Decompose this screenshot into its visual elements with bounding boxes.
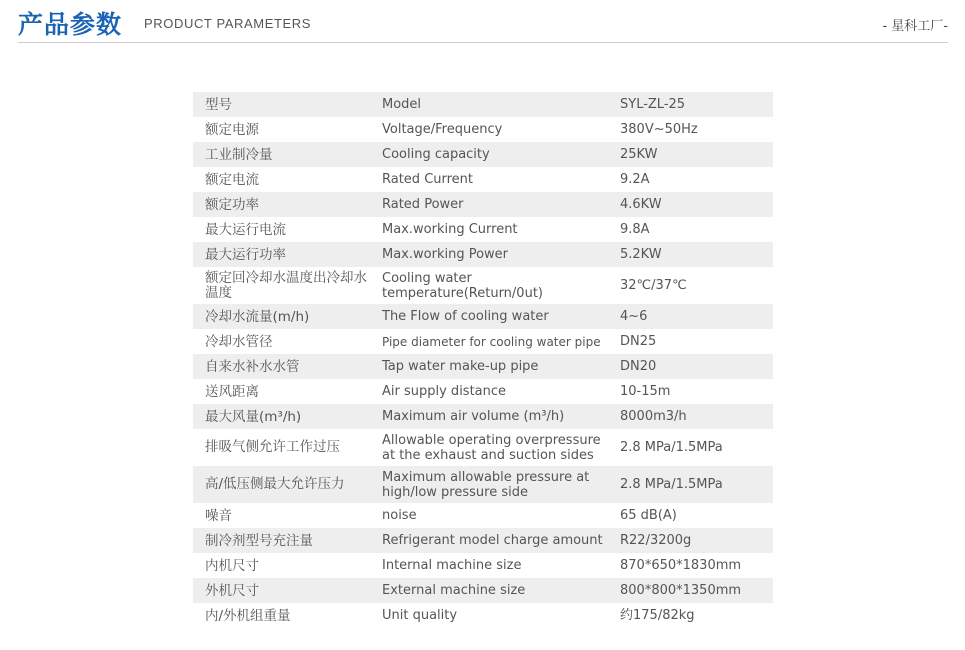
- param-value: 10-15m: [608, 379, 773, 404]
- section-title-cn: 产品参数: [18, 10, 123, 39]
- table-row: [193, 267, 773, 304]
- param-value: 870*650*1830mm: [608, 553, 773, 578]
- param-name-cn: 内/外机组重量: [193, 603, 370, 628]
- param-value: 5.2KW: [608, 242, 773, 267]
- table-row: [193, 466, 773, 503]
- param-name-en: Air supply distance: [370, 379, 608, 404]
- table-row: [193, 553, 773, 578]
- param-name-cn: 送风距离: [193, 379, 370, 404]
- param-name-en: Voltage/Frequency: [370, 117, 608, 142]
- param-name-cn: 型号: [193, 92, 370, 117]
- param-name-cn: 工业制冷量: [193, 142, 370, 167]
- param-value: 380V~50Hz: [608, 117, 773, 142]
- param-name-cn: 额定电源: [193, 117, 370, 142]
- param-name-cn: 最大风量(m³/h): [193, 404, 370, 429]
- param-name-en: The Flow of cooling water: [370, 304, 608, 329]
- section-title-en: PRODUCT PARAMETERS: [144, 16, 312, 31]
- param-value: DN25: [608, 329, 773, 354]
- param-value: SYL-ZL-25: [608, 92, 773, 117]
- brand-label: - 星科工厂-: [882, 19, 948, 34]
- table-row: [193, 379, 773, 404]
- table-row: [193, 404, 773, 429]
- table-row: [193, 242, 773, 267]
- param-name-en: Unit quality: [370, 603, 608, 628]
- param-value: 4~6: [608, 304, 773, 329]
- param-value: 2.8 MPa/1.5MPa: [608, 429, 773, 466]
- table-row: [193, 429, 773, 466]
- parameters-table: [193, 92, 773, 628]
- table-row: [193, 528, 773, 553]
- param-value: 9.2A: [608, 167, 773, 192]
- param-name-en: Internal machine size: [370, 553, 608, 578]
- param-name-cn: 最大运行功率: [193, 242, 370, 267]
- param-value: DN20: [608, 354, 773, 379]
- param-name-en: Maximum allowable pressure at high/low pressure side: [370, 466, 608, 503]
- table-row: [193, 142, 773, 167]
- param-name-cn: 内机尺寸: [193, 553, 370, 578]
- param-value: 25KW: [608, 142, 773, 167]
- table-row: [193, 192, 773, 217]
- param-name-cn: 冷却水流量(m/h): [193, 304, 370, 329]
- table-row: [193, 117, 773, 142]
- param-name-en: Pipe diameter for cooling water pipe: [370, 329, 608, 354]
- param-name-cn: 自来水补水水管: [193, 354, 370, 379]
- table-row: [193, 354, 773, 379]
- table-row: [193, 578, 773, 603]
- param-name-en: Cooling water temperature(Return/0ut): [370, 267, 608, 304]
- param-name-cn: 冷却水管径: [193, 329, 370, 354]
- param-name-cn: 高/低压侧最大允许压力: [193, 466, 370, 503]
- param-name-en: Max.working Current: [370, 217, 608, 242]
- param-value: 8000m3/h: [608, 404, 773, 429]
- param-name-en: Model: [370, 92, 608, 117]
- section-header: [18, 0, 948, 43]
- param-name-en: Refrigerant model charge amount: [370, 528, 608, 553]
- param-name-cn: 噪音: [193, 503, 370, 528]
- param-name-en: Maximum air volume (m³/h): [370, 404, 608, 429]
- param-name-en: Cooling capacity: [370, 142, 608, 167]
- param-name-en: External machine size: [370, 578, 608, 603]
- table-row: [193, 603, 773, 628]
- param-value: 4.6KW: [608, 192, 773, 217]
- table-row: [193, 217, 773, 242]
- param-name-en: Tap water make-up pipe: [370, 354, 608, 379]
- param-name-en: Max.working Power: [370, 242, 608, 267]
- param-value: 32℃/37℃: [608, 267, 773, 304]
- param-name-cn: 额定回冷却水温度出冷却水温度: [193, 267, 370, 304]
- param-value: 800*800*1350mm: [608, 578, 773, 603]
- param-value: R22/3200g: [608, 528, 773, 553]
- param-name-en: Allowable operating overpressure at the exhaust and suction sides: [370, 429, 608, 466]
- param-name-en: Rated Current: [370, 167, 608, 192]
- table-row: [193, 503, 773, 528]
- param-value: 65 dB(A): [608, 503, 773, 528]
- param-name-cn: 最大运行电流: [193, 217, 370, 242]
- table-row: [193, 167, 773, 192]
- table-row: [193, 304, 773, 329]
- param-name-cn: 额定电流: [193, 167, 370, 192]
- param-name-cn: 额定功率: [193, 192, 370, 217]
- param-name-cn: 外机尺寸: [193, 578, 370, 603]
- param-name-en: Rated Power: [370, 192, 608, 217]
- table-row: [193, 92, 773, 117]
- param-name-en: noise: [370, 503, 608, 528]
- table-row: [193, 329, 773, 354]
- param-value: 9.8A: [608, 217, 773, 242]
- param-name-cn: 排吸气侧允许工作过压: [193, 429, 370, 466]
- param-value: 约175/82kg: [608, 603, 773, 628]
- param-value: 2.8 MPa/1.5MPa: [608, 466, 773, 503]
- param-name-cn: 制冷剂型号充注量: [193, 528, 370, 553]
